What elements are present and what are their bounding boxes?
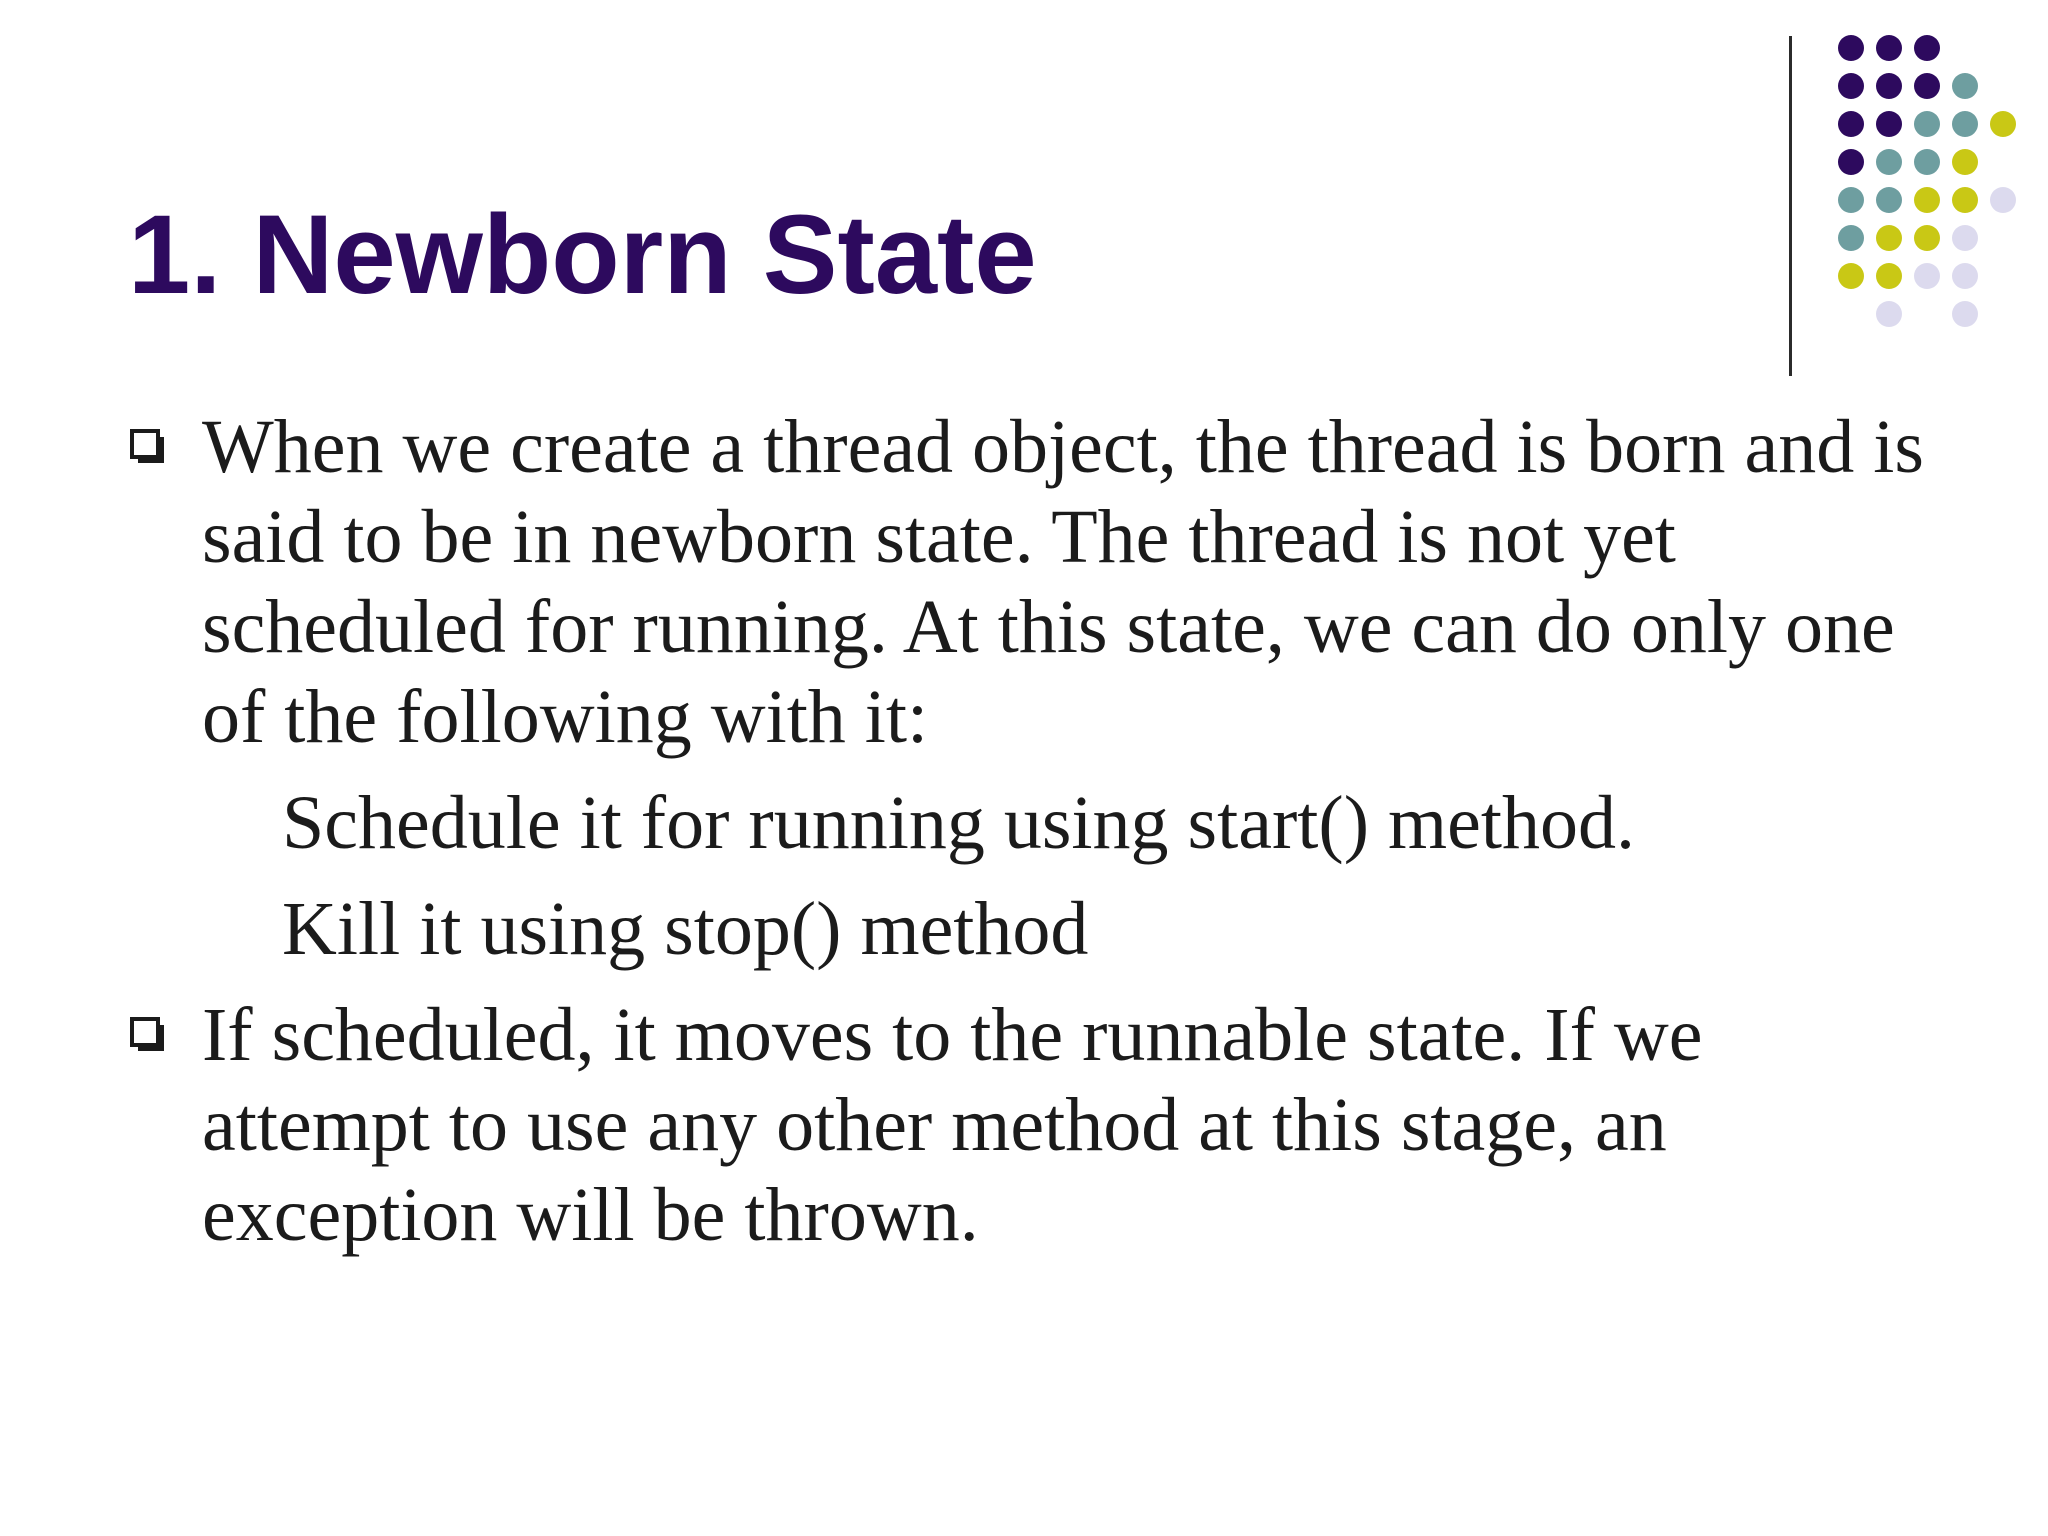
decorative-dot-grid bbox=[0, 0, 2048, 400]
decorative-dot bbox=[1990, 187, 2016, 213]
sub-item: Schedule it for running using start() method. bbox=[282, 781, 1635, 865]
decorative-dot bbox=[1876, 35, 1902, 61]
decorative-dot bbox=[1838, 149, 1864, 175]
bullet-item bbox=[130, 990, 1930, 1260]
decorative-dot bbox=[1914, 225, 1940, 251]
decorative-dot bbox=[1876, 73, 1902, 99]
decorative-dot bbox=[1914, 263, 1940, 289]
decorative-dot bbox=[1914, 149, 1940, 175]
decorative-dot bbox=[1952, 73, 1978, 99]
sub-item: Kill it using stop() method bbox=[282, 887, 1089, 971]
slide-body bbox=[130, 402, 1930, 1260]
decorative-dot bbox=[1876, 149, 1902, 175]
decorative-dot bbox=[1876, 301, 1902, 327]
decorative-dot bbox=[1952, 149, 1978, 175]
bullet-text: If scheduled, it moves to the runnable state. If we attempt to use any other method at this stage, an exception will be thrown. bbox=[202, 993, 1703, 1257]
decorative-dot bbox=[1914, 187, 1940, 213]
decorative-dot bbox=[1838, 35, 1864, 61]
decorative-dot bbox=[1952, 111, 1978, 137]
decorative-dot bbox=[1838, 187, 1864, 213]
decorative-dot bbox=[1914, 111, 1940, 137]
decorative-dot bbox=[1952, 225, 1978, 251]
decorative-dot bbox=[1914, 73, 1940, 99]
decorative-dot bbox=[1952, 187, 1978, 213]
decorative-dot bbox=[1838, 73, 1864, 99]
slide-title: 1. Newborn State bbox=[128, 192, 1037, 317]
decorative-dot bbox=[1838, 225, 1864, 251]
decorative-dot bbox=[1914, 35, 1940, 61]
decorative-dot bbox=[1876, 111, 1902, 137]
decorative-dot bbox=[1876, 225, 1902, 251]
decorative-dot bbox=[1876, 187, 1902, 213]
bullet-item bbox=[130, 402, 1930, 762]
decorative-dot bbox=[1838, 111, 1864, 137]
decorative-dot bbox=[1990, 111, 2016, 137]
vertical-divider-line bbox=[1789, 36, 1792, 376]
checkbox-bullet-icon bbox=[130, 429, 160, 459]
decorative-dot bbox=[1838, 263, 1864, 289]
bullet-text: When we create a thread object, the thread is born and is said to be in newborn state. The thread is not yet scheduled for running. At this state, we can do only one of the following with it: bbox=[202, 405, 1924, 759]
decorative-dot bbox=[1952, 301, 1978, 327]
decorative-dot bbox=[1952, 263, 1978, 289]
checkbox-bullet-icon bbox=[130, 1017, 160, 1047]
decorative-dot bbox=[1876, 263, 1902, 289]
